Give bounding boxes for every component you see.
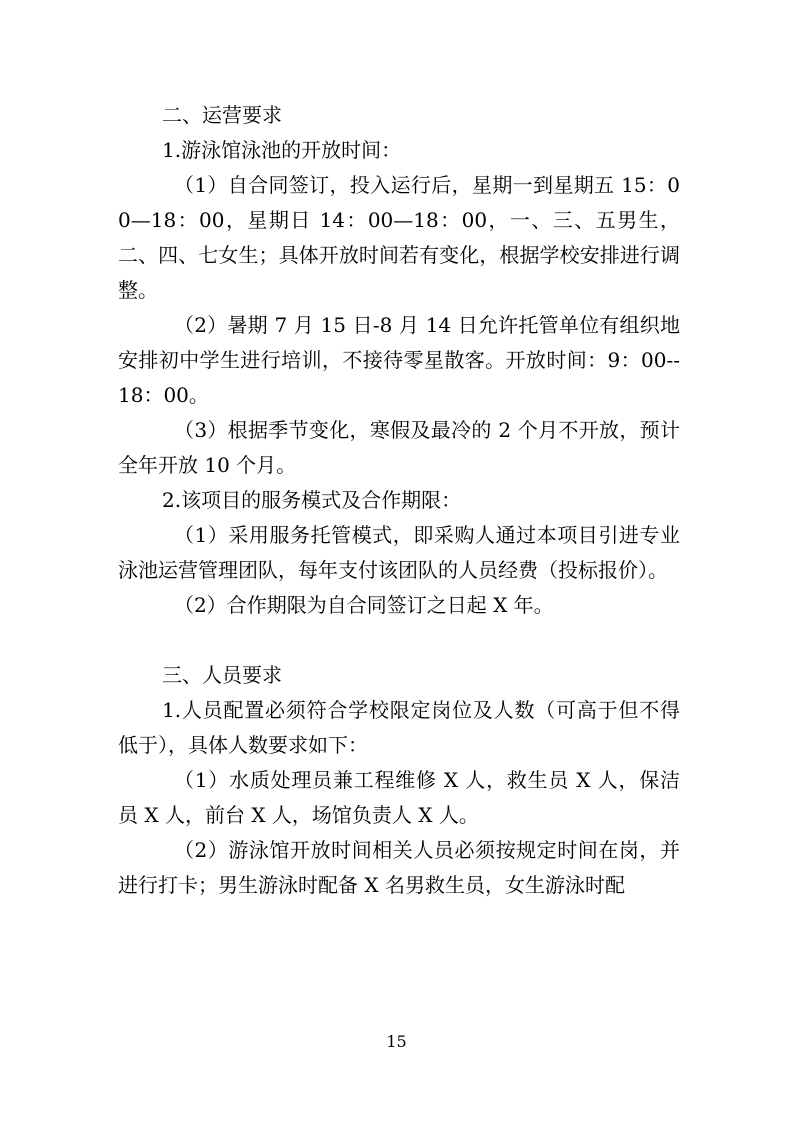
service-mode-clause-2: （2）合作期限为自合同签订之日起 X 年。	[174, 593, 554, 617]
page-number: 15	[386, 1032, 407, 1051]
section-heading-staffing: 三、人员要求	[162, 663, 282, 687]
opening-hours-clause-2: （2）暑期 7 月 15 日-8 月 14 日允许托管单位有组织地安排初中学生进行培训，不接待零星散客。开放时间：9：00--18：00。	[118, 313, 680, 407]
item-staffing-title: 1.人员配置必须符合学校限定岗位及人数（可高于但不得低于），具体人数要求如下：	[118, 698, 680, 757]
service-mode-clause-1: （1）采用服务托管模式，即采购人通过本项目引进专业泳池运营管理团队，每年支付该团队的人员经费（投标报价）。	[118, 523, 680, 582]
staffing-clause-1: （1）水质处理员兼工程维修 X 人，救生员 X 人，保洁员 X 人，前台 X 人，场馆负责人 X 人。	[118, 768, 680, 827]
opening-hours-clause-3: （3）根据季节变化，寒假及最冷的 2 个月不开放，预计全年开放 10 个月。	[118, 418, 680, 477]
document-body	[118, 98, 680, 903]
staffing-clause-2: （2）游泳馆开放时间相关人员必须按规定时间在岗，并进行打卡；男生游泳时配备 X 名男救生员，女生游泳时配	[118, 838, 680, 897]
item-opening-hours-title: 1.游泳馆泳池的开放时间：	[162, 138, 402, 162]
opening-hours-clause-1: （1）自合同签订，投入运行后，星期一到星期五 15：00—18：00，星期日 14：00—18：00，一、三、五男生，二、四、七女生；具体开放时间若有变化，根据学校安排进行调整。	[118, 173, 680, 302]
section-heading-operations: 二、运营要求	[162, 103, 282, 127]
item-service-mode-title: 2.该项目的服务模式及合作期限：	[162, 488, 462, 512]
section-spacer	[118, 623, 680, 658]
